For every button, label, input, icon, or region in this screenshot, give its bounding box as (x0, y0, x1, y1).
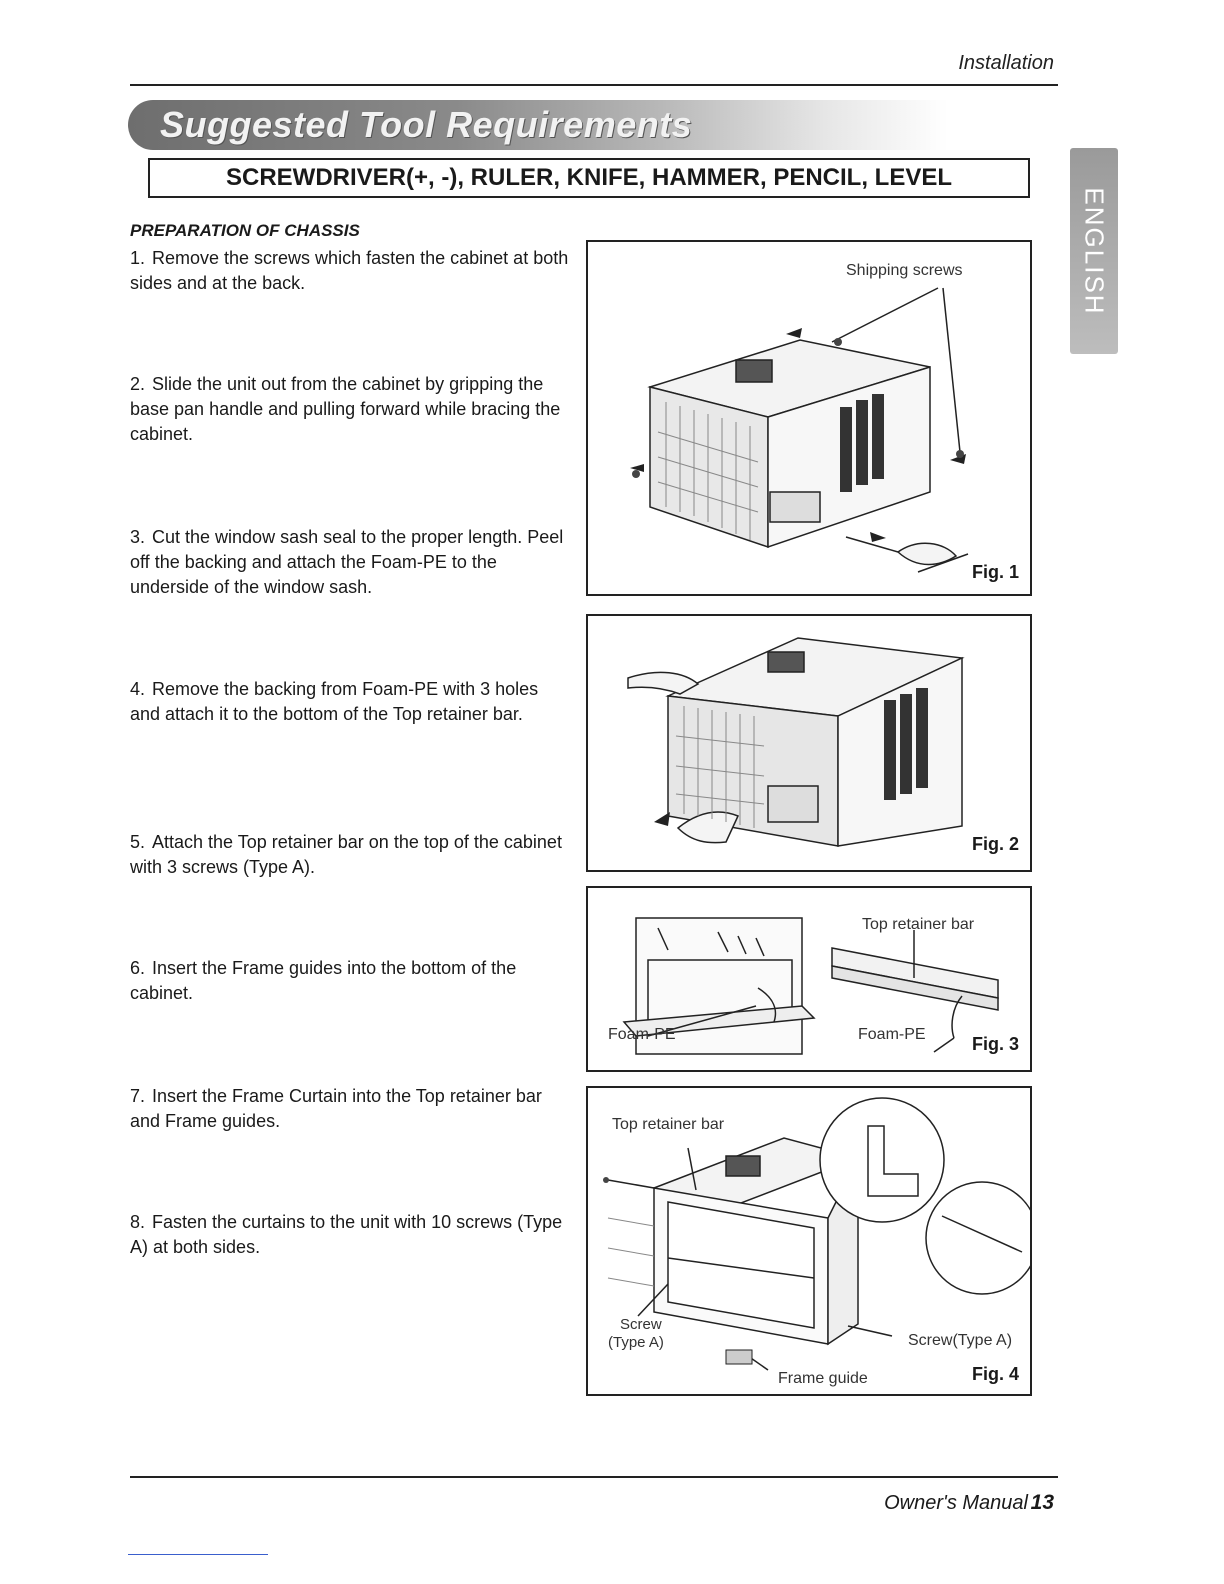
top-rule (130, 84, 1058, 86)
step-2 (130, 372, 570, 447)
step-number: 8. (130, 1212, 146, 1232)
step-5 (130, 830, 570, 880)
step-number: 1. (130, 248, 146, 268)
section-header: Installation (958, 52, 1054, 74)
step-number: 6. (130, 958, 146, 978)
step-number: 3. (130, 527, 146, 547)
step-number: 7. (130, 1086, 146, 1106)
step-text: Attach the Top retainer bar on the top of the cabinet with 3 screws (Type A). (130, 832, 562, 877)
fig1-shipping-screws-label: Shipping screws (846, 262, 963, 279)
step-text: Insert the Frame Curtain into the Top retainer bar and Frame guides. (130, 1086, 542, 1131)
step-text: Remove the screws which fasten the cabinet at both sides and at the back. (130, 248, 569, 293)
step-1 (130, 246, 570, 296)
step-text: Insert the Frame guides into the bottom of the cabinet. (130, 958, 517, 1003)
step-text: Slide the unit out from the cabinet by gripping the base pan handle and pulling forward while bracing the cabinet. (130, 374, 561, 444)
step-number: 5. (130, 832, 146, 852)
fig1-illustration (588, 242, 1032, 596)
fig2-illustration (588, 616, 1032, 872)
figure-3 (586, 886, 1032, 1072)
step-text: Cut the window sash seal to the proper length. Peel off the backing and attach the Foam-PE to the underside of the window sash. (130, 527, 564, 597)
fig4-top-retainer-bar-label: Top retainer bar (612, 1116, 725, 1133)
figure-4 (586, 1086, 1032, 1396)
tool-list-box: SCREWDRIVER(+, -), RULER, KNIFE, HAMMER, PENCIL, LEVEL (148, 158, 1030, 198)
footer-link-underline (128, 1554, 268, 1555)
fig3-top-retainer-bar-label: Top retainer bar (862, 916, 975, 933)
fig1-label: Fig. 1 (972, 562, 1020, 582)
step-6 (130, 956, 570, 1006)
fig2-label: Fig. 2 (972, 834, 1020, 854)
fig4-frame-guide-label: Frame guide (778, 1370, 868, 1387)
step-8 (130, 1210, 570, 1260)
language-tab-label: ENGLISH (1079, 186, 1110, 316)
page-number: 13 (1030, 1491, 1054, 1514)
fig4-screw-type-a-label: Screw(Type A) (908, 1332, 1013, 1349)
fig3-label: Fig. 3 (972, 1034, 1020, 1054)
fig4-label: Fig. 4 (972, 1364, 1020, 1384)
fig4-type-a-label: (Type A) (608, 1334, 664, 1351)
step-number: 4. (130, 679, 146, 699)
step-text: Remove the backing from Foam-PE with 3 holes and attach it to the bottom of the Top retainer bar. (130, 679, 539, 724)
step-4 (130, 677, 570, 727)
bottom-rule (130, 1476, 1058, 1478)
step-3 (130, 525, 570, 600)
fig4-screw-label: Screw (620, 1316, 662, 1333)
footer-manual-label: Owner's Manual (884, 1492, 1028, 1514)
step-text: Fasten the curtains to the unit with 10 screws (Type A) at both sides. (130, 1212, 563, 1257)
figure-1 (586, 240, 1032, 596)
preparation-title: PREPARATION OF CHASSIS (130, 221, 360, 240)
figure-2 (586, 614, 1032, 872)
fig3-foam-pe-right-label: Foam-PE (858, 1026, 926, 1043)
step-7 (130, 1084, 570, 1134)
banner-title: Suggested Tool Requirements (160, 104, 693, 145)
language-tab-label-wrap (1070, 148, 1118, 354)
fig3-foam-pe-left-label: Foam-PE (608, 1026, 676, 1043)
step-number: 2. (130, 374, 146, 394)
